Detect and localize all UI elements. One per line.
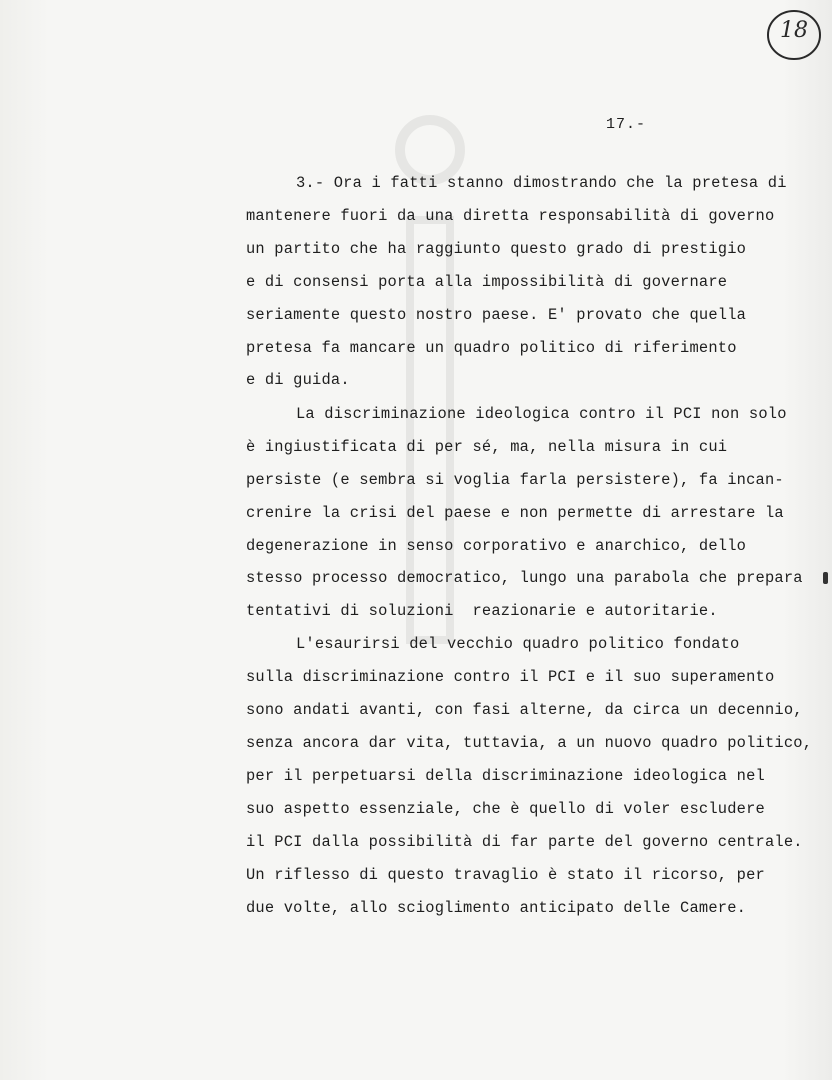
text-line: il PCI dalla possibilità di far parte del governo centrale. [246, 833, 803, 851]
text-line: un partito che ha raggiunto questo grado di prestigio [246, 240, 747, 258]
text-line: senza ancora dar vita, tuttavia, a un nuovo quadro politico, [246, 734, 813, 752]
text-line: crenire la crisi del paese e non permette di arrestare la [246, 504, 784, 522]
text-line: suo aspetto essenziale, che è quello di voler escludere [246, 800, 765, 818]
text-line: La discriminazione ideologica contro il PCI non solo [296, 405, 787, 423]
folio-number: 18 [780, 18, 808, 43]
text-line: seriamente questo nostro paese. E' provato che quella [246, 306, 747, 324]
text-line: L'esaurirsi del vecchio quadro politico fondato [296, 635, 740, 653]
text-line: due volte, allo scioglimento anticipato delle Camere. [246, 899, 747, 917]
text-line: pretesa fa mancare un quadro politico di riferimento [246, 339, 737, 357]
text-line: sono andati avanti, con fasi alterne, da circa un decennio, [246, 701, 803, 719]
text-line: per il perpetuarsi della discriminazione ideologica nel [246, 767, 765, 785]
folio-number-stamp [763, 6, 825, 64]
text-line: sulla discriminazione contro il PCI e il suo superamento [246, 668, 775, 686]
text-line: stesso processo democratico, lungo una parabola che prepara [246, 569, 803, 587]
text-line: degenerazione in senso corporativo e anarchico, dello [246, 537, 747, 555]
text-line: mantenere fuori da una diretta responsabilità di governo [246, 207, 775, 225]
text-line: persiste (e sembra si voglia farla persistere), fa incan- [246, 471, 784, 489]
text-line: è ingiustificata di per sé, ma, nella misura in cui [246, 438, 728, 456]
margin-mark [823, 572, 828, 584]
text-line: tentativi di soluzioni reazionarie e autoritarie. [246, 602, 718, 620]
text-line: e di guida. [246, 371, 350, 389]
text-line: e di consensi porta alla impossibilità di governare [246, 273, 728, 291]
text-line: Un riflesso di questo travaglio è stato il ricorso, per [246, 866, 765, 884]
page-number: 17.- [606, 116, 647, 133]
text-line: 3.- Ora i fatti stanno dimostrando che la pretesa di [296, 174, 787, 192]
